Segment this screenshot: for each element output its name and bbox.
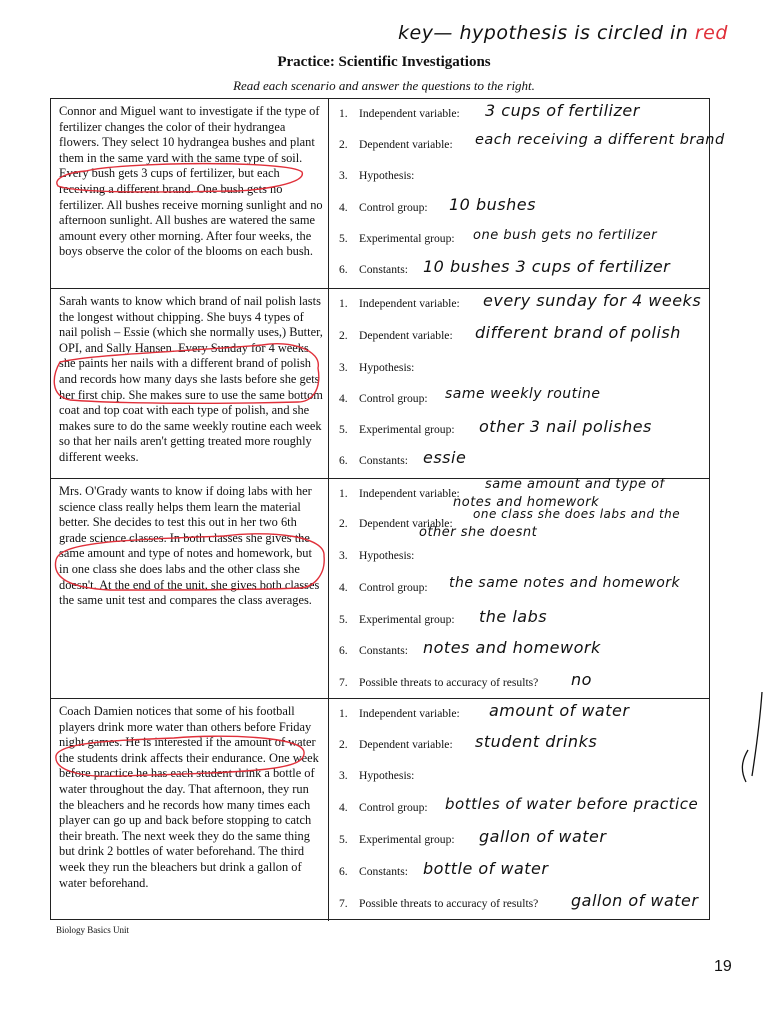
- question-dependent-variable: [339, 132, 725, 160]
- question-label: Experimental group:: [359, 423, 455, 436]
- handwritten-answer: same weekly routine: [445, 386, 601, 402]
- question-constants: [339, 638, 709, 666]
- question-label: Control group:: [359, 201, 428, 214]
- question-number: 3.: [339, 169, 348, 182]
- handwritten-answer: one class she does labs and the: [473, 507, 681, 521]
- question-hypothesis: [339, 543, 709, 571]
- question-number: 6.: [339, 865, 348, 878]
- footer-unit-name: Biology Basics Unit: [56, 925, 130, 935]
- question-control-group: [339, 386, 709, 414]
- handwritten-answer: amount of water: [489, 701, 630, 720]
- handwritten-answer: 3 cups of fertilizer: [485, 101, 640, 120]
- handwritten-answer: student drinks: [475, 732, 598, 751]
- question-number: 4.: [339, 392, 348, 405]
- scenario-text: Coach Damien notices that some of his football players drink more water than others before Friday night games. He is interested if the amount of water the students drink affects their endurance. One week before practice he has each student drink a bottle of water throughout the day. That afternoon, they run the bleachers and he records how many times each player can go up and back before stopping to catch their breath. The next week they do the same thing but drink 2 bottles of water beforehand. The third week they run the bleachers but drink a gallon of water beforehand.: [51, 699, 329, 921]
- question-label: Constants:: [359, 263, 408, 276]
- question-possible-threats: [339, 670, 709, 698]
- question-label: Experimental group:: [359, 232, 455, 245]
- question-number: 3.: [339, 769, 348, 782]
- scenario-row-2: [51, 289, 709, 479]
- question-label: Dependent variable:: [359, 517, 453, 530]
- question-list: [331, 699, 709, 921]
- question-label: Dependent variable:: [359, 329, 453, 342]
- question-label: Dependent variable:: [359, 138, 453, 151]
- page-title: Practice: Scientific Investigations: [277, 54, 491, 70]
- question-number: 2.: [339, 329, 348, 342]
- question-label: Possible threats to accuracy of results?: [359, 897, 539, 910]
- question-number: 5.: [339, 613, 348, 626]
- handwritten-answer: different brand of polish: [475, 323, 681, 342]
- question-number: 4.: [339, 201, 348, 214]
- question-independent-variable: [339, 701, 709, 729]
- question-label: Control group:: [359, 392, 428, 405]
- question-experimental-group: [339, 417, 709, 445]
- question-number: 5.: [339, 423, 348, 436]
- question-number: 7.: [339, 897, 348, 910]
- question-label: Experimental group:: [359, 613, 455, 626]
- question-label: Hypothesis:: [359, 769, 415, 782]
- question-number: 4.: [339, 581, 348, 594]
- handwritten-answer: bottles of water before practice: [445, 795, 699, 813]
- worksheet-table: [50, 98, 725, 920]
- question-list: [331, 479, 709, 698]
- question-label: Control group:: [359, 801, 428, 814]
- question-control-group: [339, 195, 709, 223]
- key-note-text: key— hypothesis is circled in: [398, 22, 695, 44]
- question-label: Hypothesis:: [359, 549, 415, 562]
- question-label: Independent variable:: [359, 107, 460, 120]
- question-independent-variable: [339, 477, 709, 510]
- question-experimental-group: [339, 226, 709, 254]
- scenario-row-3: [51, 479, 709, 699]
- handwritten-answer-line-2: other she doesnt: [419, 525, 538, 540]
- question-number: 2.: [339, 517, 348, 530]
- handwritten-answer: the same notes and homework: [449, 575, 681, 591]
- question-experimental-group: [339, 827, 709, 855]
- question-label: Hypothesis:: [359, 361, 415, 374]
- question-number: 6.: [339, 644, 348, 657]
- key-note-red-word: red: [694, 22, 728, 44]
- question-control-group: [339, 795, 709, 823]
- handwritten-answer: each receiving a different brand: [475, 132, 725, 148]
- question-number: 4.: [339, 801, 348, 814]
- question-number: 6.: [339, 454, 348, 467]
- handwritten-answer: the labs: [479, 607, 548, 626]
- question-constants: [339, 257, 709, 285]
- question-number: 3.: [339, 549, 348, 562]
- question-list: [331, 99, 725, 288]
- handwritten-answer: gallon of water: [571, 891, 699, 910]
- margin-pen-mark: [734, 690, 764, 790]
- question-dependent-variable: [339, 323, 709, 351]
- question-dependent-variable: [339, 507, 709, 540]
- handwritten-answer: 10 bushes 3 cups of fertilizer: [423, 257, 671, 276]
- handwritten-answer: same amount and type of: [485, 477, 665, 492]
- question-hypothesis: [339, 355, 709, 383]
- question-constants: [339, 859, 709, 887]
- question-label: Constants:: [359, 644, 408, 657]
- question-hypothesis: [339, 163, 709, 191]
- question-label: Possible threats to accuracy of results?: [359, 676, 539, 689]
- page-instructions: Read each scenario and answer the questions to the right.: [233, 78, 535, 93]
- question-number: 3.: [339, 361, 348, 374]
- question-label: Independent variable:: [359, 487, 460, 500]
- question-hypothesis: [339, 763, 709, 791]
- question-number: 2.: [339, 138, 348, 151]
- question-label: Independent variable:: [359, 707, 460, 720]
- handwritten-answer: no: [571, 670, 592, 689]
- question-number: 1.: [339, 487, 348, 500]
- scenario-text: Sarah wants to know which brand of nail polish lasts the longest without chipping. She buys 4 types of nail polish – Essie (which she normally uses,) Butter, OPI, and Sally Hansen. Every Sunday for 4 weeks she paints her nails with a different brand of polish and records how many days she lasts before she gets her first chip. She makes sure to use the same bottom coat and top coat with each type of polish, and she makes sure to do the same weekly routine each week so that her nails aren't getting treated more roughly different weeks.: [51, 289, 329, 478]
- question-label: Dependent variable:: [359, 738, 453, 751]
- question-number: 7.: [339, 676, 348, 689]
- question-label: Experimental group:: [359, 833, 455, 846]
- scenario-row-4: [51, 699, 709, 921]
- handwritten-answer: essie: [423, 448, 467, 467]
- question-label: Hypothesis:: [359, 169, 415, 182]
- question-number: 1.: [339, 107, 348, 120]
- question-number: 1.: [339, 707, 348, 720]
- handwritten-answer: 10 bushes: [449, 195, 536, 214]
- question-number: 6.: [339, 263, 348, 276]
- question-list: [331, 289, 709, 478]
- handwritten-answer: other 3 nail polishes: [479, 417, 652, 436]
- question-possible-threats: [339, 891, 709, 919]
- question-constants: [339, 448, 709, 476]
- handwritten-answer: every sunday for 4 weeks: [483, 291, 702, 310]
- question-label: Constants:: [359, 865, 408, 878]
- handwritten-answer: gallon of water: [479, 827, 607, 846]
- handwritten-answer-line-2: notes and homework: [453, 495, 600, 510]
- question-number: 1.: [339, 297, 348, 310]
- handwritten-answer: one bush gets no fertilizer: [473, 228, 658, 243]
- handwritten-answer: bottle of water: [423, 859, 549, 878]
- question-label: Independent variable:: [359, 297, 460, 310]
- question-control-group: [339, 575, 709, 603]
- scenario-text: Connor and Miguel want to investigate if the type of fertilizer changes the color of their hydrangea flowers. They select 10 hydrangea bushes and plant them in the same yard with the same type of soil. Every bush gets 3 cups of fertilizer, but each receiving a different brand. One bush gets no fertilizer. All bushes receive morning sunlight and no afternoon sunlight. All bushes are watered the same amount every other morning. After four weeks, the boys observe the color of the blooms on each bush.: [51, 99, 329, 288]
- scenario-row-1: [51, 99, 725, 289]
- handwritten-answer: notes and homework: [423, 638, 601, 657]
- question-label: Constants:: [359, 454, 408, 467]
- question-number: 2.: [339, 738, 348, 751]
- question-independent-variable: [339, 291, 709, 319]
- question-label: Control group:: [359, 581, 428, 594]
- question-dependent-variable: [339, 732, 709, 760]
- question-number: 5.: [339, 833, 348, 846]
- question-number: 5.: [339, 232, 348, 245]
- question-experimental-group: [339, 607, 709, 635]
- handwritten-key-note: [398, 22, 728, 44]
- question-independent-variable: [339, 101, 709, 129]
- scenario-text: Mrs. O'Grady wants to know if doing labs with her science class really helps them learn the material better. She decides to test this out in her two 6th grade science classes. In both classes she gives the same amount and type of notes and homework, but in one class she does labs and the other class she doesn't. At the end of the unit, she gives both classes the same unit test and compares the class averages.: [51, 479, 329, 698]
- page-number: 19: [714, 958, 732, 975]
